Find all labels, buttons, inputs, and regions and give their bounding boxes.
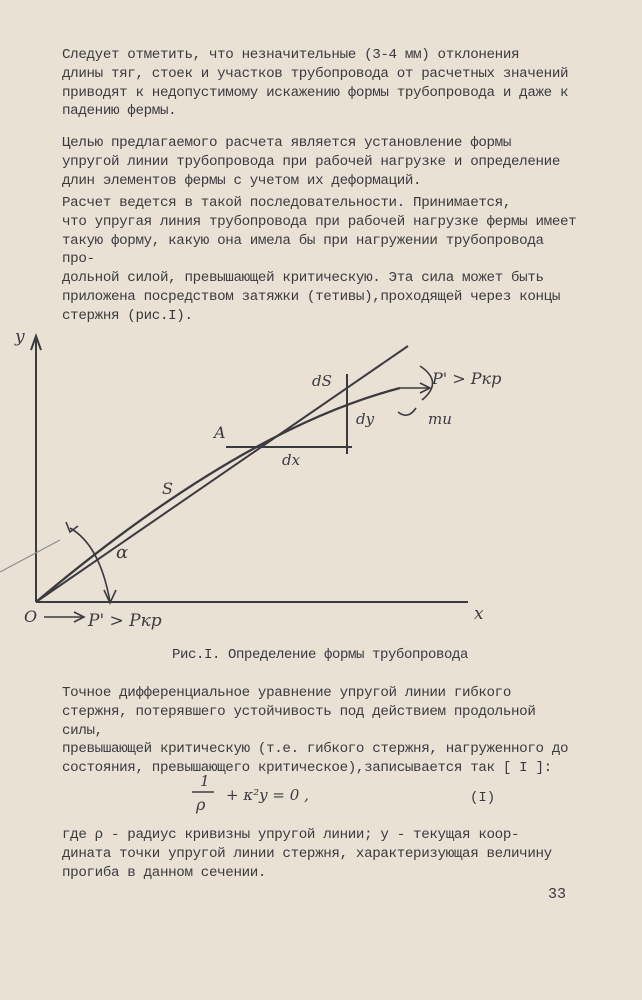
fraction-denominator: ρ (196, 795, 206, 814)
paragraph-3: Расчет ведется в такой последовательности. Принимается, что упругая линия трубопровода при рабочей нагрузке фермы имеет такую форму, какую она имела бы при нагружении трубопровода про- дольной силой, превышающей критическую. Эта сила может быть приложена посредством затяжки (тетивы),проходящей через концы стержня (рис.I). (62, 195, 577, 324)
moment-label: mи (428, 410, 452, 428)
equation-rest: + κ²y = 0 , (226, 786, 309, 804)
paragraph-4: Точное дифференциальное уравнение упругой линии гибкого стержня, потерявшего устойчивость под действием продольной силы, превышающей критическую (т.е. гибкого стержня, нагруженного до состояния, превышающего критическое),записывается так [ I ]: (62, 685, 569, 777)
angle-label: α (116, 542, 129, 563)
figure-caption: Рис.I. Определение формы трубопровода (172, 647, 469, 663)
point-a-label: A (214, 423, 226, 442)
dy-label: dy (356, 410, 375, 428)
elastic-curve (36, 388, 400, 602)
origin-label: O (24, 607, 38, 626)
equation-1 (186, 770, 486, 814)
y-axis-label: y (15, 327, 25, 347)
point-s-label: S (162, 479, 173, 498)
moment-arc (420, 366, 433, 400)
paragraph-5: где ρ - радиус кривизны упругой линии; y - текущая коор- дината точки упругой линии стержня, характеризующая величину прогиба в данном сечении. (62, 827, 552, 881)
force-label-bottom: P' > Pкр (88, 611, 162, 631)
fraction-numerator: 1 (200, 772, 210, 790)
paragraph-1: Следует отметить, что незначительные (3-4 мм) отклонения длины тяг, стоек и участков трубопровода от расчетных значений приводят к недопустимому искажению формы трубопровода и даже к падению фермы. (62, 47, 569, 120)
dx-label: dx (282, 451, 301, 469)
equation-number: (I) (470, 790, 496, 806)
ds-label: dS (312, 372, 332, 390)
page-number: 33 (548, 886, 567, 903)
x-axis-label: x (474, 604, 484, 624)
paragraph-2: Целью предлагаемого расчета является установление формы упругой линии трубопровода при рабочей нагрузке и определение длин элементов фермы с учетом их деформаций. (62, 135, 560, 189)
force-label-right: P' > Pкр (432, 369, 502, 388)
tangent-line (36, 346, 408, 602)
figure-pipeline-shape (0, 320, 642, 650)
